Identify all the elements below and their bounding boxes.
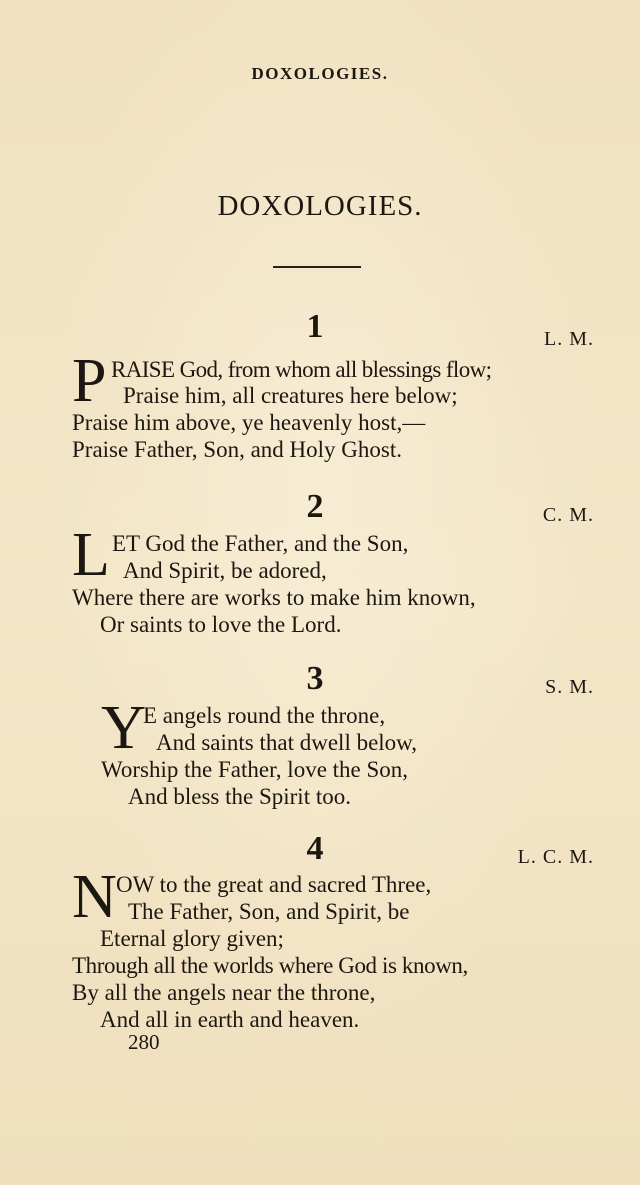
verse-line: Praise Father, Son, and Holy Ghost. [72,437,402,462]
verse-line: Worship the Father, love the Son, [101,757,409,782]
verse-line: OW to the great and sacred Three, [116,872,432,897]
drop-cap: L [72,521,110,589]
verse-line: Or saints to love the Lord. [100,612,342,637]
hymn-meter: L. M. [544,328,594,350]
verse-line: E angels round the throne, [143,703,386,728]
page-number: 280 [128,1030,160,1054]
running-header: DOXOLOGIES. [251,64,389,83]
hymn-meter: S. M. [545,676,594,698]
hymn-meter: C. M. [542,504,594,526]
hymn-meter: L. C. M. [517,846,594,868]
drop-cap: P [72,347,107,415]
verse-line: The Father, Son, and Spirit, be [128,899,410,924]
title-rule [273,266,361,268]
page-title: DOXOLOGIES. [217,190,423,222]
verse-line: Eternal glory given; [100,926,284,951]
verse-line: And Spirit, be adored, [123,558,327,583]
verse-line: And bless the Spirit too. [128,784,351,809]
verse-line: Praise him, all creatures here below; [123,383,458,408]
verse-line: And all in earth and heaven. [100,1007,360,1032]
verse-line: RAISE God, from whom all blessings flow; [111,357,492,382]
hymn-number: 3 [306,660,324,697]
verse-line: ET God the Father, and the Son, [112,531,409,556]
drop-cap: N [72,863,117,931]
verse-line: And saints that dwell below, [156,730,418,755]
verse-line: Through all the worlds where God is known, [72,953,468,978]
verse-line: By all the angels near the throne, [72,980,376,1005]
verse-line: Where there are works to make him known, [72,585,476,610]
hymn-number: 2 [306,488,324,525]
hymn-number: 4 [306,830,324,867]
verse-line: Praise him above, ye heavenly host,— [72,410,426,435]
hymn-number: 1 [306,308,324,345]
drop-cap: Y [101,694,146,762]
